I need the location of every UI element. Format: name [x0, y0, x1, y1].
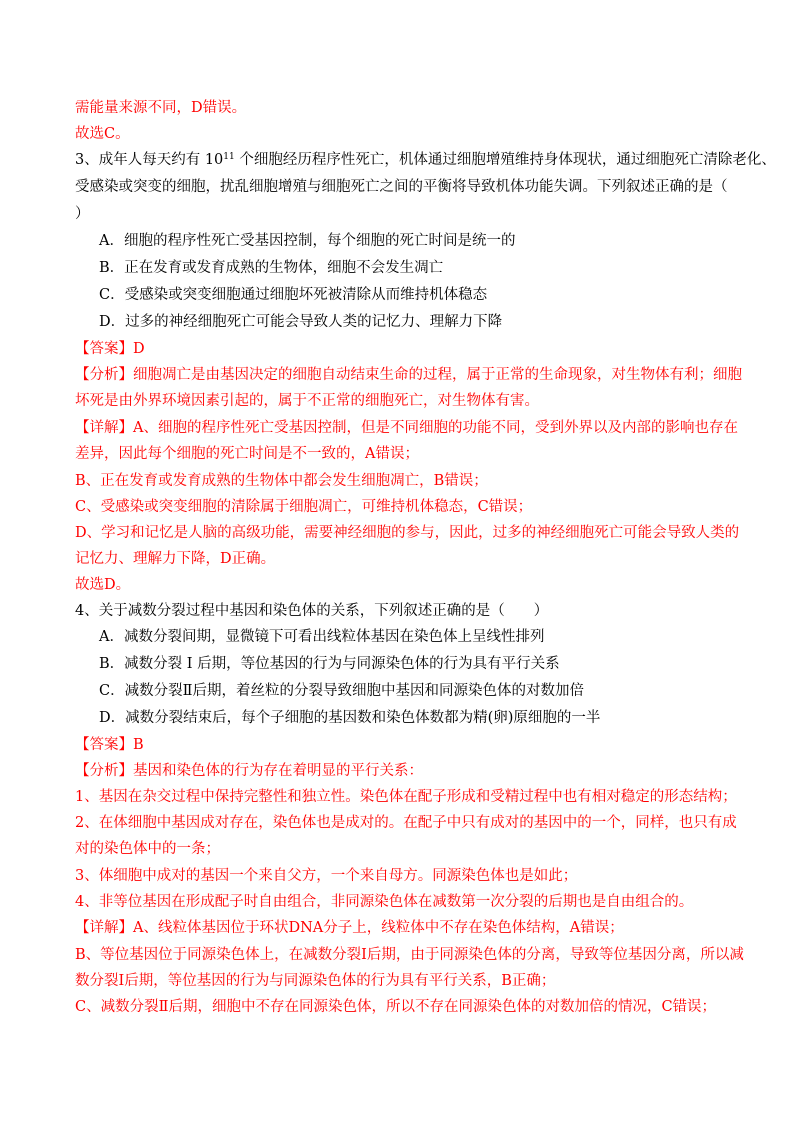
- explanation-line: D、学习和记忆是人脑的高级功能，需要神经细胞的参与，因此，过多的神经细胞死亡可能会导致人类的: [75, 525, 740, 541]
- option-d: D．减数分裂结束后，每个子细胞的基因数和染色体数都为精(卵)原细胞的一半: [99, 710, 601, 726]
- text-line: 受感染或突变的细胞，扰乱细胞增殖与细胞死亡之间的平衡将导致机体功能失调。下列叙述正确的是（: [75, 179, 728, 195]
- analysis-point: 对的染色体中的一条；: [75, 841, 220, 857]
- stem-part: 个细胞经历程序性死亡，机体通过细胞增殖维持身体现状，通过细胞死亡清除老化、: [234, 152, 776, 168]
- analysis-point: 4、非等位基因在形成配子时自由组合，非同源染色体在减数第一次分裂的后期也是自由组合的。: [75, 894, 694, 910]
- option-b: B．减数分裂 Ⅰ 后期，等位基因的行为与同源染色体的行为具有平行关系: [99, 656, 560, 672]
- analysis-line: 【分析】基因和染色体的行为存在着明显的平行关系：: [75, 763, 423, 779]
- option-a: A．细胞的程序性死亡受基因控制，每个细胞的死亡时间是统一的: [99, 233, 516, 249]
- text-line: ）: [75, 206, 90, 222]
- explanation-line: C、受感染或突变细胞的清除属于细胞凋亡，可维持机体稳态，C错误；: [75, 499, 533, 515]
- explanation-line: 数分裂Ⅰ后期，等位基因的行为与同源染色体的行为具有平行关系，B正确；: [75, 973, 556, 989]
- option-c: C．受感染或突变细胞通过细胞坏死被清除从而维持机体稳态: [99, 287, 488, 303]
- analysis-line: 【分析】细胞凋亡是由基因决定的细胞自动结束生命的过程，属于正常的生命现象，对生物体有利；细胞: [75, 367, 742, 383]
- text-line: 需能量来源不同，D错误。: [75, 100, 247, 116]
- explanation-line: C、减数分裂Ⅱ后期，细胞中不存在同源染色体，所以不存在同源染色体的对数加倍的情况，C错误；: [75, 999, 717, 1015]
- explanation-line: B、等位基因位于同源染色体上，在减数分裂Ⅰ后期，由于同源染色体的分离，导致等位基因分离，所以减: [75, 947, 744, 963]
- option-d: D．过多的神经细胞死亡可能会导致人类的记忆力、理解力下降: [99, 314, 503, 330]
- option-a: A．减数分裂间期，显微镜下可看出线粒体基因在染色体上呈线性排列: [99, 629, 545, 645]
- answer-label: 【答案】D: [75, 341, 145, 357]
- option-b: B．正在发育或发育成熟的生物体，细胞不会发生凋亡: [99, 260, 444, 276]
- explanation-line: B、正在发育或发育成熟的生物体中都会发生细胞凋亡，B错误；: [75, 473, 488, 489]
- analysis-line: 坏死是由外界环境因素引起的，属于不正常的细胞死亡，对生物体有害。: [75, 393, 539, 409]
- explanation-line: 【详解】A、线粒体基因位于环状DNA分子上，线粒体中不存在染色体结构，A错误；: [75, 920, 624, 936]
- final-selection: 故选D。: [75, 577, 131, 593]
- stem-part: 3、成年人每天约有 10: [75, 152, 224, 168]
- analysis-point: 2、在体细胞中基因成对存在，染色体也是成对的。在配子中只有成对的基因中的一个，同样，也只有成: [75, 815, 737, 831]
- answer-label: 【答案】B: [75, 737, 144, 753]
- option-c: C．减数分裂Ⅱ后期，着丝粒的分裂导致细胞中基因和同源染色体的对数加倍: [99, 683, 584, 699]
- explanation-line: 【详解】A、细胞的程序性死亡受基因控制，但是不同细胞的功能不同，受到外界以及内部的影响也存在: [75, 420, 738, 436]
- question-3-stem: [75, 150, 776, 170]
- text-line: 故选C。: [75, 126, 130, 142]
- analysis-point: 3、体细胞中成对的基因一个来自父方，一个来自母方。同源染色体也是如此；: [75, 868, 578, 884]
- question-4-stem: 4、关于减数分裂过程中基因和染色体的关系，下列叙述正确的是（ ）: [75, 603, 549, 619]
- explanation-line: 差异，因此每个细胞的死亡时间是不一致的，A错误；: [75, 446, 419, 462]
- exponent: 11: [223, 152, 235, 162]
- analysis-point: 1、基因在杂交过程中保持完整性和独立性。染色体在配子形成和受精过程中也有相对稳定的形态结构；: [75, 789, 737, 805]
- explanation-line: 记忆力、理解力下降，D正确。: [75, 551, 276, 567]
